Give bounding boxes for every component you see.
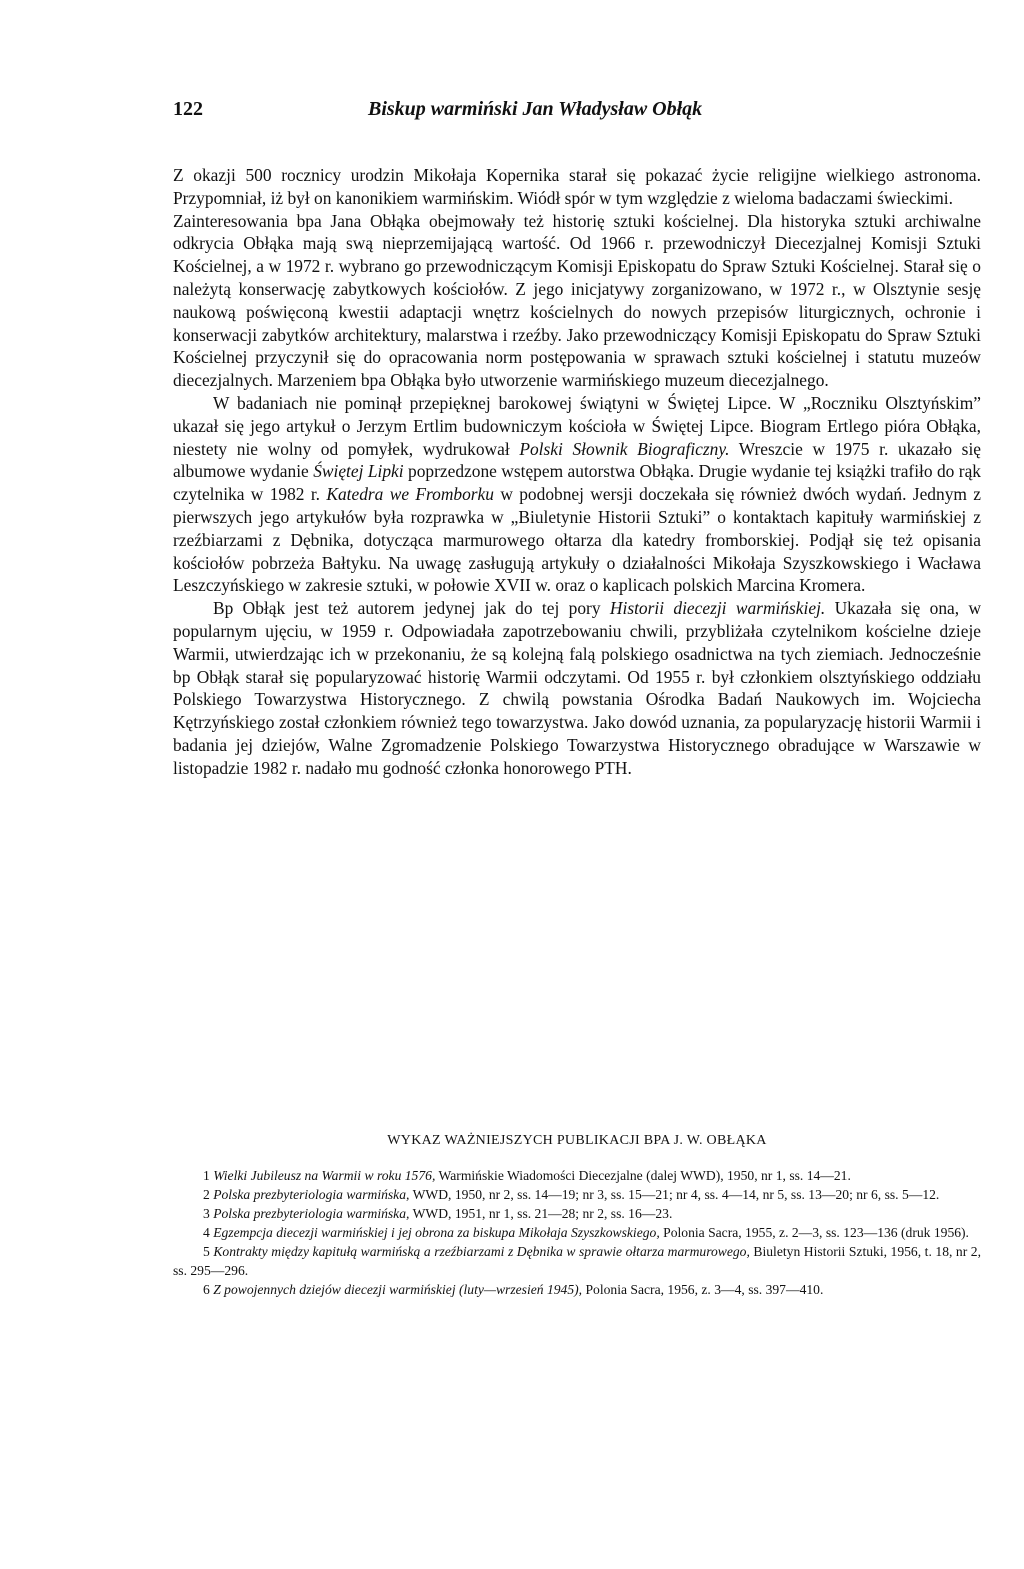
publication-item: 2 Polska prezbyteriologia warmińska, WWD, 1950, nr 2, ss. 14—19; nr 3, ss. 15—21; nr 4, ss. 4—14, nr 5, ss. 13—20; nr 6, ss. 5—12. (203, 1187, 940, 1202)
publications-heading: WYKAZ WAŻNIEJSZYCH PUBLIKACJI BPA J. W. OBŁĄKA (387, 1133, 767, 1148)
italic-title: Historii diecezji warmińskiej. (609, 598, 826, 619)
body-text (173, 164, 981, 780)
paragraph: Bp Obłąk jest też autorem jedynej jak do tej pory Historii diecezji warmińskiej. Ukazała się ona, w popularnym ujęciu, w 1959 r. Odpowiadała zapotrzebowaniu chwili, przybliżała czytelnikom kościelne dzieje Warmii, utwierdzając ich w przekonaniu, że są kolejną falą polskiego osadnictwa na tych ziemiach. Jednocześnie bp Obłąk starał się popularyzować historię Warmii odczytami. Od 1955 r. był członkiem olsztyńskiego oddziału Polskiego Towarzystwa Historycznego. Z chwilą powstania Ośrodka Badań Naukowych im. Wojciecha Kętrzyńskiego został członkiem również tego towarzystwa. Jako dowód uznania, za popularyzację historii Warmii i badania jej dziejów, Walne Zgromadzenie Polskiego Towarzystwa Historycznego obradujące w Warszawie w listopadzie 1982 r. nadało mu godność członka honorowego PTH. (173, 598, 981, 778)
italic-title: Katedra we Fromborku (326, 484, 494, 505)
publication-item: 6 Z powojennych dziejów diecezji warmińskiej (luty—wrzesień 1945), Polonia Sacra, 1956, z. 3—4, ss. 397—410. (203, 1282, 824, 1297)
publication-item: 1 Wielki Jubileusz na Warmii w roku 1576, Warmińskie Wiadomości Diecezjalne (dalej WWD), 1950, nr 1, ss. 14—21. (203, 1168, 851, 1183)
publication-item: 5 Kontrakty między kapitułą warmińską a rzeźbiarzami z Dębnika w sprawie ołtarza marmurowego, Biuletyn Historii Sztuki, 1956, t. 18, nr 2, ss. 295—296. (173, 1244, 981, 1278)
document-page (173, 98, 982, 1297)
paragraph: Zainteresowania bpa Jana Obłąka obejmowały też historię sztuki kościelnej. Dla historyka sztuki archiwalne odkrycia Obłąka mają swą nieprzemijającą wartość. Od 1966 r. przewodniczył Diecezjalnej Komisji Sztuki Kościelnej, a w 1972 r. wybrano go przewodniczącym Komisji Episkopatu do Spraw Sztuki Kościelnej. Starał się o należytą konserwację zabytkowych kościołów. Z jego inicjatywy zorganizowano, w 1972 r., w Olsztynie sesję naukową poświęconą kwestii adaptacji wnętrz kościelnych do nowych przepisów liturgicznych, ochronie i konserwacji zabytków architektury, malarstwa i rzeźby. Jako przewodniczący Komisji Episkopatu do Spraw Sztuki Kościelnej przyczynił się do opracowania norm postępowania w sprawach sztuki kościelnej i statutu muzeów diecezjalnych. Marzeniem bpa Obłąka było utworzenie warmińskiego muzeum diecezjalnego. (173, 210, 981, 391)
publication-item: 4 Egzempcja diecezji warmińskiej i jej obrona za biskupa Mikołaja Szyszkowskiego, Polonia Sacra, 1955, z. 2—3, ss. 123—136 (druk 1956). (203, 1225, 969, 1240)
publications-list (173, 1166, 981, 1299)
italic-title: Polski Słownik Biograficzny. (519, 438, 730, 459)
page-header (173, 98, 981, 138)
running-title: Biskup warmiński Jan Władysław Obłąk (368, 98, 703, 120)
italic-title: Świętej Lipki (313, 461, 404, 482)
page-number: 122 (173, 98, 203, 120)
paragraph: Z okazji 500 rocznicy urodzin Mikołaja Kopernika starał się pokazać życie religijne wielkiego astronoma. Przypomniał, iż był on kanonikiem warmińskim. Wiódł spór w tym względzie z wieloma badaczami świeckimi. (173, 165, 981, 208)
paragraph: W badaniach nie pominął przepięknej barokowej świątyni w Świętej Lipce. W „Roczniku Olsztyńskim” ukazał się jego artykuł o Jerzym Ertlim budowniczym kościoła w Świętej Lipce. Biogram Ertlego pióra Obłąka, niestety nie wolny od pomyłek, wydrukował Polski Słownik Biograficzny. Wreszcie w 1975 r. ukazało się albumowe wydanie Świętej Lipki poprzedzone wstępem autorstwa Obłąka. Drugie wydanie tej książki trafiło do rąk czytelnika w 1982 r. Katedra we Fromborku w podobnej wersji doczekała się również dwóch wydań. Jednym z pierwszych jego artykułów była rozprawka w „Biuletynie Historii Sztuki” o kontaktach kapituły warmińskiej z rzeźbiarzami z Dębnika, dotycząca marmurowego ołtarza dla katedry fromborskiej. Podjął się też opisania kościołów pobrzeża Bałtyku. Na uwagę zasługują artykuły o działalności Mikołaja Szyszkowskiego i Wacława Leszczyńskiego w zakresie sztuki, w połowie XVII w. oraz o kaplicach polskich Marcina Kromera. (173, 392, 982, 596)
publication-item: 3 Polska prezbyteriologia warmińska, WWD, 1951, nr 1, ss. 21—28; nr 2, ss. 16—23. (203, 1206, 673, 1221)
